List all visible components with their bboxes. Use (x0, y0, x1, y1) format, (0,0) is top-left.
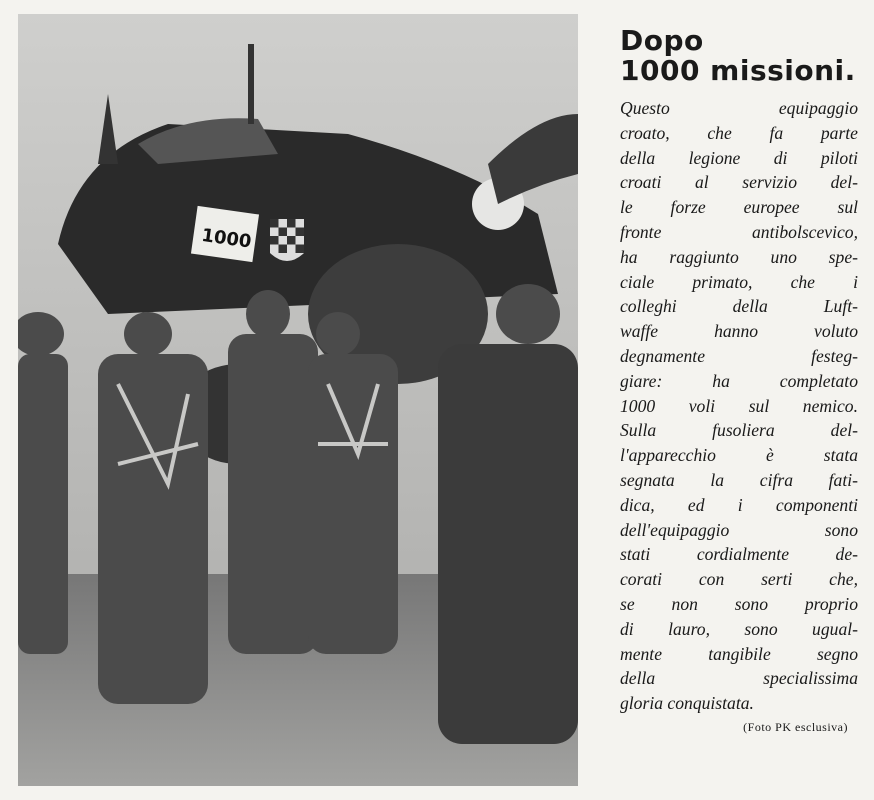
croatian-shield-icon (270, 219, 304, 261)
caption-line: fronte antibolscevico, (620, 221, 858, 242)
caption-line: giare: ha completato (620, 370, 858, 391)
caption-line: Questo equipaggio (620, 98, 858, 118)
caption-line: 1000 voli sul nemico. (620, 395, 858, 416)
news-photo (18, 14, 578, 786)
caption-line: croati al servizio del- (620, 172, 858, 193)
photo-credit: (Foto PK esclusiva) (743, 719, 848, 734)
caption-line: dica, ed i componenti (620, 494, 858, 515)
caption-line: le forze europee sul (620, 197, 858, 218)
caption-line: ciale primato, che i (620, 271, 858, 292)
caption-line: croato, che fa parte (620, 122, 858, 143)
caption-line: Sulla fusoliera del- (620, 420, 858, 441)
headline-line-2: 1000 missioni. (620, 54, 856, 87)
caption-line: stati cordialmente de- (620, 544, 858, 565)
caption-line: segnata la cifra fati- (620, 469, 858, 490)
caption-line: della specialissima (620, 668, 858, 689)
caption-line: ha raggiunto uno spe- (620, 246, 858, 267)
caption-line: se non sono proprio (620, 593, 858, 614)
caption-column (600, 26, 858, 796)
caption-body (620, 96, 858, 716)
fuselage-marking: 1000 (200, 224, 253, 253)
caption-line: corati con serti che, (620, 569, 858, 590)
caption-line: di lauro, sono ugual- (620, 618, 858, 639)
caption-line: della legione di piloti (620, 147, 858, 168)
caption-line: waffe hanno voluto (620, 321, 858, 342)
photo-illustration (18, 14, 578, 786)
caption-line: l'apparecchio è stata (620, 445, 858, 466)
caption-line: degnamente festeg- (620, 345, 858, 366)
headline-line-1: Dopo (620, 24, 704, 57)
caption-line: colleghi della Luft- (620, 296, 858, 317)
caption-line: gloria conquistata. (620, 693, 754, 714)
caption-line: dell'equipaggio sono (620, 519, 858, 540)
article-headline (620, 26, 858, 86)
caption-line: mente tangibile segno (620, 643, 858, 664)
